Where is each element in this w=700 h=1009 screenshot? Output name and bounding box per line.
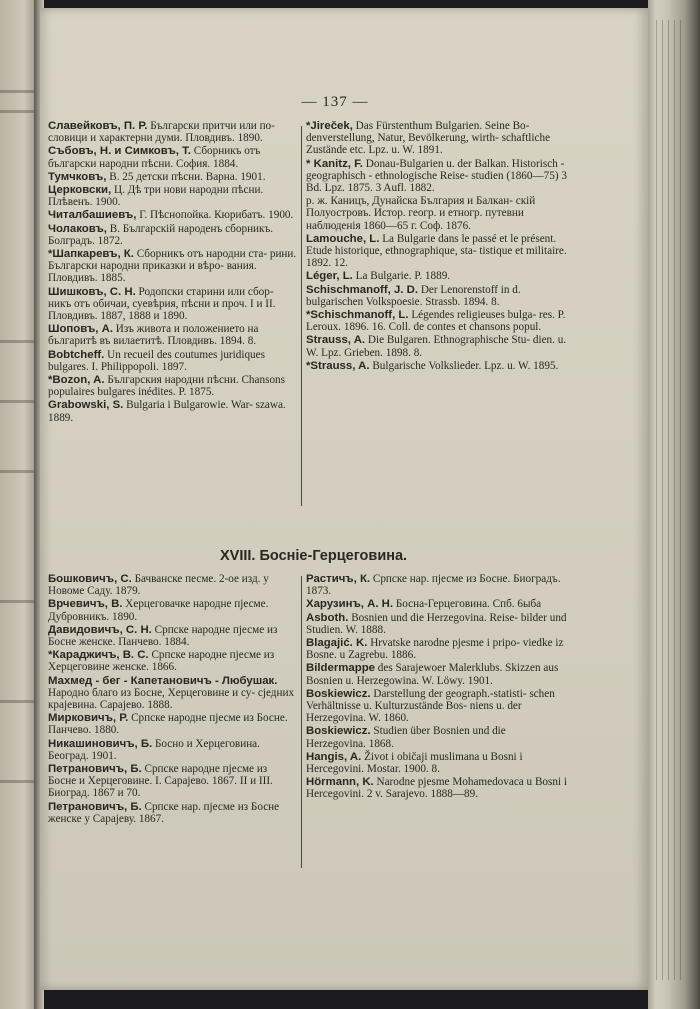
bib-entry: Bobtcheff. Un recueil des coutumes juridiques bulgares. I. Philippopoli. 1897.	[48, 348, 265, 373]
column-divider	[301, 126, 302, 506]
bib-entry: * Kanitz, F. Donau-Bulgarien u. der Balkan. Historisch - geographisch - ethnologische Reise- studien (1860—75) 3 Bd. Lpz. 1875. 3 Aufl. 1882.	[306, 157, 567, 195]
bib-entry: *Jireček, Das Fürstenthum Bulgarien. Seine Bo- denverstellung, Natur, Bevölkerung, wirth- schaftliche Zustände etc. Lpz. u. W. 1891.	[306, 120, 551, 157]
page-stack-edge	[648, 0, 700, 1009]
bottom-left-column	[48, 573, 298, 826]
bib-entry: *Караджичъ, В. С. Српске народне пјесме из Херцеговине женске. 1866.	[48, 649, 275, 674]
book-page	[40, 8, 648, 990]
bib-entry: Махмед - бег - Капетановичъ - Любушак. Народно благо из Босне, Херцеговине и су- сједних крајевина. Сарајево. 1888.	[48, 674, 295, 712]
bib-entry: Чолаковъ, В. Българскій народенъ сборникъ. Болградъ. 1872.	[48, 222, 274, 247]
bib-entry: *Bozon, A. Българския народни пѣсни. Chansons populaires bulgares inédites. P. 1875.	[48, 374, 285, 399]
bib-entry: Бошковичъ, С. Бачванске песме. 2-ое изд. у Новоме Саду. 1879.	[48, 573, 269, 598]
bib-entry: Петрановичъ, Б. Српске народне пјесме из Босне и Херцеговине. I. Сарајево. 1867. II и III. Биоград. 1867 и 70.	[48, 763, 273, 800]
bib-entry: Шишковъ, С. Н. Родопски старини или сбор- никъ отъ обичаи, суевѣрия, пѣсни и проч. I и II. Пловдивъ. 1887, 1888 и 1890.	[48, 285, 276, 323]
bib-entry: Boskiewicz. Darstellung der geograph.-statisti- schen Verhältnisse u. Kulturzustände Bos- niens u. der Herzegovina. W. 1860.	[306, 687, 555, 725]
bib-entry: Петрановичъ, Б. Српске нар. пјесме из Босне женске у Сарајеву. 1867.	[48, 800, 280, 825]
bib-entry: Тумчковъ, В. 25 детски пѣсни. Варна. 1901.	[48, 170, 266, 183]
bib-entry: Hörmann, K. Narodne pjesme Mohamedovaca u Bosni i Hercegovini. 2 v. Sarajevo. 1888—89.	[306, 776, 567, 801]
bib-entry: Събовъ, Н. и Симковъ, Т. Сборникъ отъ български народни пѣсни. София. 1884.	[48, 145, 261, 170]
top-left-column	[48, 120, 298, 425]
bib-entry: Славейковъ, П. Р. Български притчи или по- словици и характерни думи. Пловдивъ. 1890.	[48, 120, 275, 145]
bib-entry: Шоповъ, А. Изъ живота и положението на българитѣ въ вилаетитѣ. Пловдивъ. 1894. 8.	[48, 323, 259, 348]
bib-entry: *Шапкаревъ, К. Сборникъ отъ народни ста- рини. Български народни приказки и вѣро- вания. Пловдивъ. 1885.	[48, 248, 297, 285]
section-heading: XVIII. Босніе-Герцеговина.	[220, 548, 408, 564]
bib-entry: Strauss, A. Die Bulgaren. Ethnographische Stu- dien. u. W. Lpz. Grieben. 1898. 8.	[306, 334, 567, 359]
bib-entry: Hangis, A. Život i običaji muslimana u Bosni i Hercegovini. Mostar. 1900. 8.	[306, 750, 523, 776]
top-right-column	[306, 120, 568, 373]
bib-entry: Grabowski, S. Bulgaria i Bulgarowie. War- szawa. 1889.	[48, 399, 286, 424]
bib-entry: Читалбашиевъ, Г. Пѣснопойка. Кюрибатъ. 1900.	[48, 209, 294, 222]
bib-entry: Харузинъ, А. Н. Босна-Герцеговина. Спб. 6ыба	[306, 598, 542, 611]
bib-entry: Schischmanoff, J. D. Der Lenorenstoff in d. bulgarischen Volkspoesie. Strassb. 1894. 8.	[306, 283, 521, 308]
bib-entry: Lamouche, L. La Bulgarie dans le passé et le présent. Etude historique, ethnographique, sta- tistique et militaire. 1892. 12.	[306, 232, 567, 270]
bib-entry: Мирковичъ, Р. Српске народне пјесме из Босне. Панчево. 1880.	[48, 712, 288, 737]
bib-entry: Давидовичъ, С. Н. Српске народне пјесме из Босне женске. Панчево. 1884.	[48, 623, 278, 649]
bib-entry: Asboth. Bosnien und die Herzegovina. Reise- bilder und Studien. W. 1888.	[306, 611, 567, 636]
bib-entry: Blagajić. K. Hrvatske narodne pjesme i pripo- viedke iz Bosne. u Zagrebu. 1886.	[306, 637, 564, 662]
page-number: — 137 —	[301, 94, 369, 110]
bib-entry: Boskiewicz. Studien über Bosnien und die Herzegovina. 1868.	[306, 725, 506, 750]
column-divider	[301, 576, 302, 868]
bib-entry: Церковски, Ц. Дѣ три нови народни пѣсни. Плѣвенъ. 1900.	[48, 184, 264, 209]
bottom-right-column	[306, 573, 568, 802]
bib-entry: р. ж. Каницъ, Дунайска България и Балкан- скій Полуостровъ. Истор. геогр. и етногр. путевни наблюденія 1860—65 г. Соф. 1876.	[306, 195, 536, 232]
bib-entry: Врчевичъ, В. Херцеговачке народне пјесме. Дубровникъ. 1890.	[48, 598, 269, 623]
bib-entry: Растичъ, К. Српске нар. пјесме из Босне. Биоградъ. 1873.	[306, 573, 561, 598]
bib-entry: Léger, L. La Bulgarie. P. 1889.	[306, 270, 451, 283]
bib-entry: *Strauss, A. Bulgarische Volkslieder. Lpz. u. W. 1895.	[306, 359, 559, 372]
bib-entry: *Schischmanoff, L. Légendes religieuses bulga- res. P. Leroux. 1896. 16. Coll. de contes et chansons popul.	[306, 309, 566, 334]
bib-entry: Никашиновичъ, Б. Босно и Херцеговина. Београд. 1901.	[48, 737, 260, 762]
bib-entry: Bildermappe des Sarajewoer Malerklubs. Skizzen aus Bosnien u. Herzegowina. W. Löwy. 1901.	[306, 662, 559, 687]
